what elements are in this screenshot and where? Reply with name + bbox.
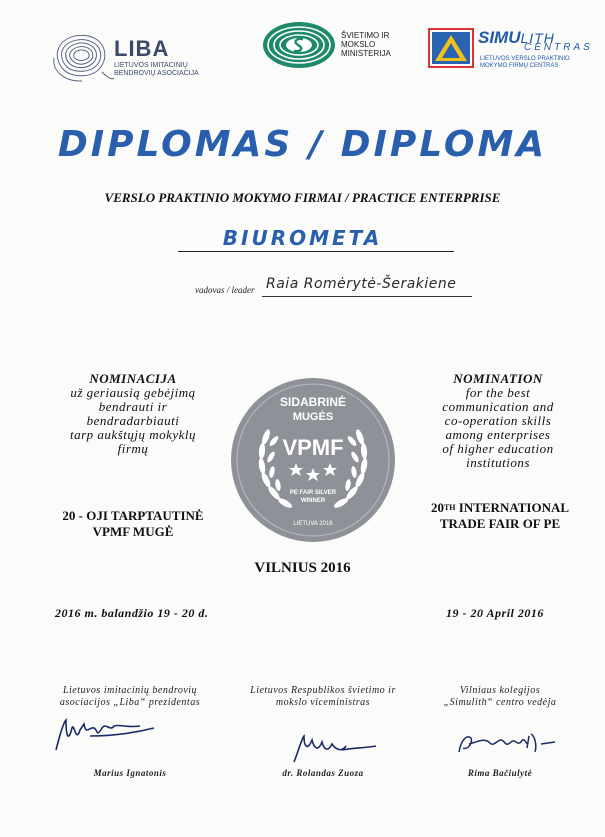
simulith-word-a: SIMU <box>478 28 521 47</box>
leader-underline <box>262 296 472 297</box>
nomination-lt-heading: NOMINACIJA <box>89 371 177 386</box>
silver-medal-badge <box>230 377 396 543</box>
nomination-lt-line: tarp aukštųjų mokyklų <box>69 427 197 442</box>
badge-bottom1: PE FAIR SILVER <box>289 490 337 496</box>
signatory-role-line: Vilniaus kolegijos <box>459 685 541 696</box>
ministry-emblem-icon <box>262 20 336 70</box>
badge-footer: LIETUVA 2016 <box>293 521 333 527</box>
fair-en-num: 20 <box>430 500 444 515</box>
nomination-en-line: communication and <box>442 399 554 414</box>
signatory-role-line: „Simulith“ centro vedėja <box>443 697 557 708</box>
signatory-name-3: Rima Bačiulytė <box>467 768 533 778</box>
signatory-role-line: Lietuvos Respublikos švietimo ir <box>250 685 396 696</box>
signatory-name-2: dr. Rolandas Zuoza <box>282 768 364 778</box>
badge-center: VPMF <box>282 435 344 460</box>
badge-bottom2: WINNER <box>300 498 326 504</box>
ministry-name: ŠVIETIMO IR MOKSLO MINISTERIJA <box>341 31 391 58</box>
signatory-role-line: mokslo viceministras <box>275 697 371 708</box>
leader-label: vadovas / leader <box>195 285 255 295</box>
signatory-role-line: Lietuvos imitacinių bendrovių <box>62 685 198 696</box>
simulith-word-b: LITH <box>520 30 555 46</box>
nomination-en-line: among enterprises <box>445 427 551 442</box>
diploma-title: DIPLOMAS / DIPLOMA <box>57 124 548 165</box>
ministry-logo <box>262 20 402 70</box>
diploma-subtitle: VERSLO PRAKTINIO MOKYMO FIRMAI / PRACTICE ENTERPRISE <box>104 190 501 205</box>
signatory-role-1 <box>40 685 220 709</box>
signatory-role-2 <box>228 685 418 709</box>
signatory-role-3 <box>420 685 580 709</box>
signatory-name-1: Marius Ignatonis <box>93 768 167 778</box>
nomination-en-line: of higher education <box>442 441 554 456</box>
city-year: VILNIUS 2016 <box>254 560 351 576</box>
nomination-lt-line: bendrauti ir <box>98 399 168 414</box>
simulith-triangle-icon <box>428 28 474 68</box>
date-en: 19 - 20 April 2016 <box>446 606 544 620</box>
nomination-lt <box>38 372 228 456</box>
nomination-lt-line: firmų <box>117 441 149 456</box>
liba-subtitle: LIETUVOS IMITACINIŲ BENDROVIŲ ASOCIACIJA <box>114 62 199 77</box>
liba-wordmark: LIBA <box>114 36 170 61</box>
liba-logo <box>52 28 202 83</box>
nomination-en-line: co-operation skills <box>444 413 552 428</box>
fair-en <box>405 500 595 532</box>
simulith-subtitle: LIETUVOS VERSLO PRAKTINIO MOKYMO FIRMŲ CENTRAS <box>480 56 570 69</box>
nomination-en-heading: NOMINATION <box>453 371 543 386</box>
nomination-lt-line: už geriausią gebėjimą <box>70 385 196 400</box>
nomination-en <box>398 372 598 470</box>
liba-contour-map-icon <box>52 28 114 83</box>
company-name: BIUROMETA <box>222 226 383 250</box>
date-lt: 2016 m. balandžio 19 - 20 d. <box>55 606 209 620</box>
signature-2-icon <box>290 730 380 764</box>
simulith-word-c: CENTRAS <box>524 42 593 53</box>
fair-en-line1: INTERNATIONAL <box>455 500 570 515</box>
fair-en-sup: TH <box>443 503 456 512</box>
nomination-en-line: for the best <box>465 385 531 400</box>
nomination-en-line: institutions <box>466 455 530 470</box>
fair-lt-line1: 20 - OJI TARPTAUTINĖ <box>62 508 204 523</box>
badge-top2: MUGĖS <box>292 411 334 423</box>
nomination-lt-line: bendradarbiauti <box>86 413 180 428</box>
company-underline <box>178 251 454 252</box>
simulith-logo <box>428 28 593 73</box>
signatory-role-line: asociacijos „Liba“ prezidentas <box>59 697 201 708</box>
fair-en-line1-wrap <box>405 500 595 516</box>
badge-top1: SIDABRINĖ <box>279 395 347 409</box>
fair-en-line2: TRADE FAIR OF PE <box>439 516 561 531</box>
signature-1-icon <box>50 714 160 754</box>
fair-lt-line2: VPMF MUGĖ <box>92 524 174 539</box>
signature-3-icon <box>455 726 565 760</box>
fair-lt <box>38 508 228 540</box>
leader-name: Raia Romėrytė-Šerakiene <box>266 276 457 292</box>
